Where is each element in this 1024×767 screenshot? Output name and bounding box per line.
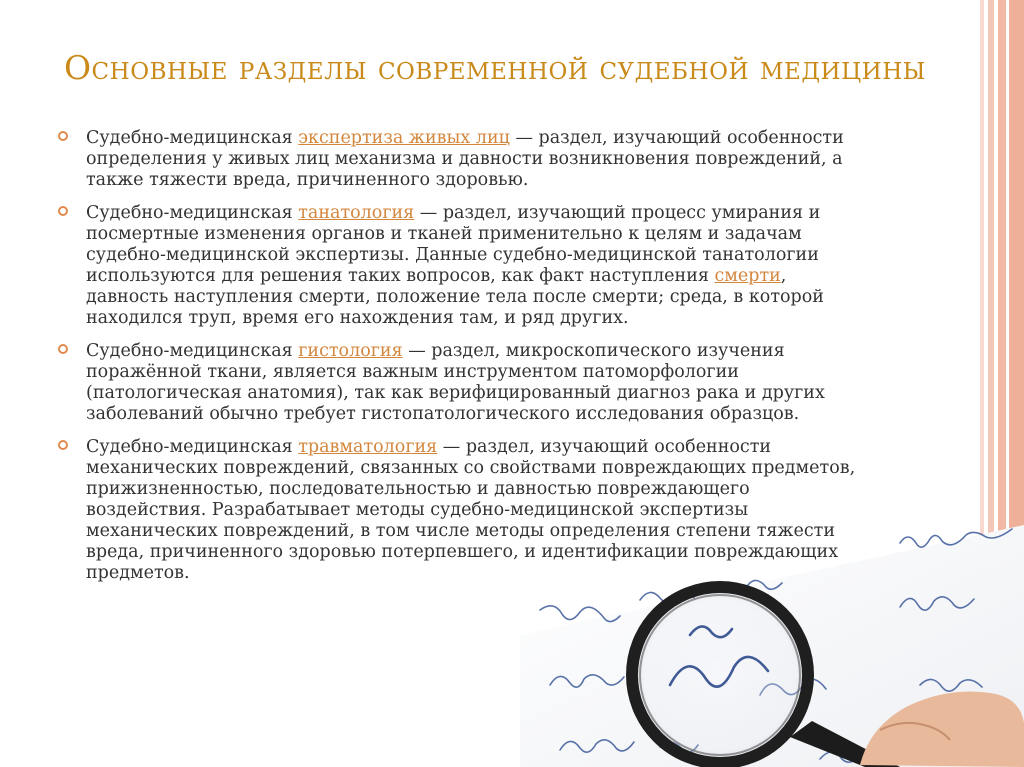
link-travmatologia[interactable]: травматология [298,437,438,457]
link-smert[interactable]: смерти [714,266,781,286]
bullet-ring-icon [58,206,68,216]
list-item: Судебно-медицинская травматология — раздел, изучающий особенности механических повреждений, связанных со свойствами повреждающих предметов, прижизненностью, последовательностью и давностью повреждающего воздействия. Разрабатывает методы судебно-медицинской экспертизы механических повреждений, в том числе методы определения степени тяжести вреда, причиненного здоровью потерпевшего, и идентификации повреждающих предметов. [58,437,868,584]
bullet-ring-icon [58,131,68,141]
list-item: Судебно-медицинская танатология — раздел, изучающий процесс умирания и посмертные изменения органов и тканей применительно к целям и задачам судебно-медицинской экспертизы. Данные судебно-медицинской танатологии используются для решения таких вопросов, как факт наступления смерти, давность наступления смерти, положение тела после смерти; среда, в которой находился труп, время его нахождения там, и ряд других. [58,203,868,329]
bullet-ring-icon [58,440,68,450]
magnifying-glass-icon [520,525,1024,767]
slide-title: Основные разделы современной судебной медицины [64,48,926,88]
magnifier-signatures-image [520,525,1024,767]
link-gistologia[interactable]: гистология [298,341,403,361]
bullet-ring-icon [58,344,68,354]
link-expertiza[interactable]: экспертиза живых лиц [298,128,510,148]
link-tanatologia[interactable]: танатология [298,203,415,223]
list-item: Судебно-медицинская экспертиза живых лиц — раздел, изучающий особенности определения у живых лиц механизма и давности возникновения повреждений, а также тяжести вреда, причиненного здоровью. [58,128,868,191]
list-item: Судебно-медицинская гистология — раздел, микроскопического изучения поражённой ткани, является важным инструментом патоморфологии (патологическая анатомия), так как верифицированный диагноз рака и других заболеваний обычно требует гистопатологического исследования образцов. [58,341,868,425]
